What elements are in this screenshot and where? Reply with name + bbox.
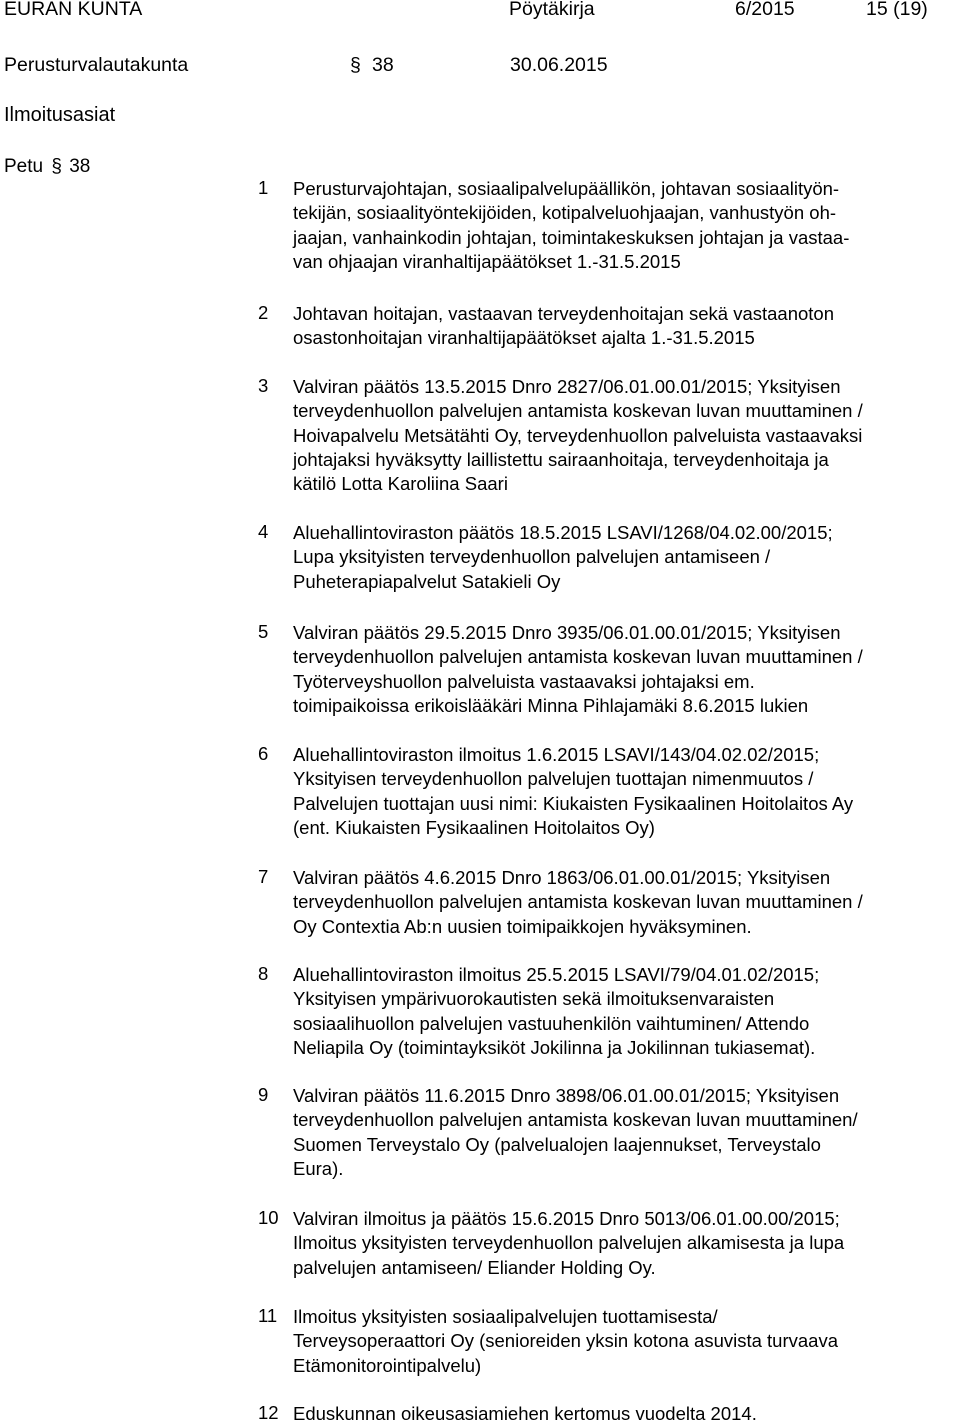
list-item-line: Eduskunnan oikeusasiamiehen kertomus vuodelta 2014. bbox=[293, 1403, 757, 1424]
section-label bbox=[4, 156, 90, 178]
list-item-line: jaajan, vanhainkodin johtajan, toimintakeskuksen johtajan ja vastaa- bbox=[293, 226, 850, 248]
section-label-number: 38 bbox=[69, 156, 91, 177]
list-item-line: Valviran päätös 11.6.2015 Dnro 3898/06.01.00.01/2015; Yksityisen bbox=[293, 1085, 840, 1106]
list-item-line: van ohjaajan viranhaltijapäätökset 1.-31.5.2015 bbox=[293, 250, 681, 272]
list-item-line: toimipaikoissa erikoislääkäri Minna Pihlajamäki 8.6.2015 lukien bbox=[293, 694, 809, 716]
list-item-line: Valviran ilmoitus ja päätös 15.6.2015 Dnro 5013/06.01.00.00/2015; bbox=[293, 1208, 840, 1229]
list-item-line: terveydenhuollon palvelujen antamista koskevan luvan muuttaminen/ bbox=[293, 1109, 858, 1131]
header-date: 30.06.2015 bbox=[510, 54, 608, 76]
list-item bbox=[293, 1084, 953, 1181]
list-item-number: 8 bbox=[258, 963, 269, 984]
list-item bbox=[293, 1305, 953, 1378]
list-item bbox=[293, 375, 953, 496]
list-item-line: terveydenhuollon palvelujen antamista koskevan luvan muuttaminen / bbox=[293, 646, 863, 668]
list-item-line: osastonhoitajan viranhaltijapäätökset ajalta 1.-31.5.2015 bbox=[293, 327, 755, 349]
list-item-number: 4 bbox=[258, 521, 269, 542]
header-section-number: 38 bbox=[372, 54, 394, 76]
list-item-line: Valviran päätös 29.5.2015 Dnro 3935/06.01.00.01/2015; Yksityisen bbox=[293, 622, 841, 643]
list-item-line: Lupa yksityisten terveydenhuollon palvelujen antamiseen / bbox=[293, 546, 771, 568]
list-item-line: Terveysoperaattori Oy (senioreiden yksin kotona asuvista turvaava bbox=[293, 1330, 838, 1352]
list-item-line: Oy Contextia Ab:n uusien toimipaikkojen hyväksyminen. bbox=[293, 915, 752, 937]
list-item-number: 12 bbox=[258, 1402, 279, 1423]
list-item-number: 9 bbox=[258, 1084, 269, 1105]
header-doc-type: Pöytäkirja bbox=[509, 0, 595, 20]
header-doc-number: 6/2015 bbox=[735, 0, 795, 20]
header-body: Perusturvalautakunta bbox=[4, 54, 189, 76]
list-item-number: 1 bbox=[258, 177, 269, 198]
list-item-line: Valviran päätös 13.5.2015 Dnro 2827/06.01.00.01/2015; Yksityisen bbox=[293, 376, 841, 397]
list-item-line: Neliapila Oy (toimintayksiköt Jokilinna ja Jokilinnan tukiasemat). bbox=[293, 1036, 816, 1058]
list-item-number: 10 bbox=[258, 1207, 279, 1228]
list-item-line: Suomen Terveystalo Oy (palvelualojen laajennukset, Terveystalo bbox=[293, 1133, 821, 1155]
list-item-line: Eura). bbox=[293, 1157, 344, 1179]
list-item-number: 5 bbox=[258, 621, 269, 642]
list-item-line: Työterveyshuollon palveluista vastaavaksi johtajaksi em. bbox=[293, 670, 755, 692]
list-item-line: terveydenhuollon palvelujen antamista koskevan luvan muuttaminen / bbox=[293, 891, 863, 913]
list-item-line: Aluehallintoviraston ilmoitus 1.6.2015 LSAVI/143/04.02.02/2015; bbox=[293, 744, 820, 765]
list-item-line: Ilmoitus yksityisten terveydenhuollon palvelujen alkamisesta ja lupa bbox=[293, 1232, 845, 1254]
list-item bbox=[293, 743, 953, 840]
list-item-number: 2 bbox=[258, 302, 269, 323]
list-item-line: johtajaksi hyväksytty laillistettu sairaanhoitaja, terveydenhoitaja ja bbox=[293, 448, 829, 470]
header-org: EURAN KUNTA bbox=[4, 0, 143, 20]
list-item bbox=[293, 302, 953, 351]
list-item bbox=[293, 1207, 953, 1280]
list-item-line: Yksityisen ympärivuorokautisten sekä ilmoituksenvaraisten bbox=[293, 988, 775, 1010]
list-item-line: Perusturvajohtajan, sosiaalipalvelupäällikön, johtavan sosiaalityön- bbox=[293, 178, 840, 199]
list-item bbox=[293, 963, 953, 1060]
list-item-line: Etämonitorointipalvelu) bbox=[293, 1354, 482, 1376]
list-item-line: Aluehallintoviraston ilmoitus 25.5.2015 LSAVI/79/04.01.02/2015; bbox=[293, 964, 820, 985]
list-item-line: (ent. Kiukaisten Fysikaalinen Hoitolaitos Oy) bbox=[293, 816, 655, 838]
list-item-number: 3 bbox=[258, 375, 269, 396]
list-item-line: terveydenhuollon palvelujen antamista koskevan luvan muuttaminen / bbox=[293, 400, 863, 422]
list-item bbox=[293, 621, 953, 718]
list-item-line: palvelujen antamiseen/ Eliander Holding Oy. bbox=[293, 1256, 656, 1278]
list-item-line: Palvelujen tuottajan uusi nimi: Kiukaisten Fysikaalinen Hoitolaitos Ay bbox=[293, 792, 854, 814]
section-label-name: Petu bbox=[4, 156, 44, 177]
list-item-line: kätilö Lotta Karoliina Saari bbox=[293, 473, 508, 495]
list-item-line: Puheterapiapalvelut Satakieli Oy bbox=[293, 570, 561, 592]
list-item-number: 11 bbox=[258, 1305, 278, 1326]
list-item-line: Valviran päätös 4.6.2015 Dnro 1863/06.01.00.01/2015; Yksityisen bbox=[293, 867, 831, 888]
list-item-line: Johtavan hoitajan, vastaavan terveydenhoitajan sekä vastaanoton bbox=[293, 303, 834, 324]
list-item-number: 7 bbox=[258, 866, 269, 887]
list-item-number: 6 bbox=[258, 743, 269, 764]
list-item bbox=[293, 521, 953, 594]
page-title: Ilmoitusasiat bbox=[4, 104, 116, 126]
header-page: 15 (19) bbox=[866, 0, 928, 20]
list-item bbox=[293, 177, 953, 274]
list-item-line: Hoivapalvelu Metsätähti Oy, terveydenhuollon palveluista vastaavaksi bbox=[293, 424, 863, 446]
list-item bbox=[293, 866, 953, 939]
list-item-line: Yksityisen terveydenhuollon palvelujen tuottajan nimenmuutos / bbox=[293, 768, 814, 790]
list-item bbox=[293, 1402, 953, 1426]
list-item-line: tekijän, sosiaalityöntekijöiden, kotipalveluohjaajan, vanhustyön oh- bbox=[293, 202, 837, 224]
list-item-line: Ilmoitus yksityisten sosiaalipalvelujen tuottamisesta/ bbox=[293, 1306, 718, 1327]
section-label-symbol: § bbox=[51, 156, 62, 177]
header-section-symbol: § bbox=[350, 54, 361, 76]
list-item-line: Aluehallintoviraston päätös 18.5.2015 LSAVI/1268/04.02.00/2015; bbox=[293, 522, 833, 543]
list-item-line: sosiaalihuollon palvelujen vastuuhenkilön vaihtuminen/ Attendo bbox=[293, 1012, 810, 1034]
